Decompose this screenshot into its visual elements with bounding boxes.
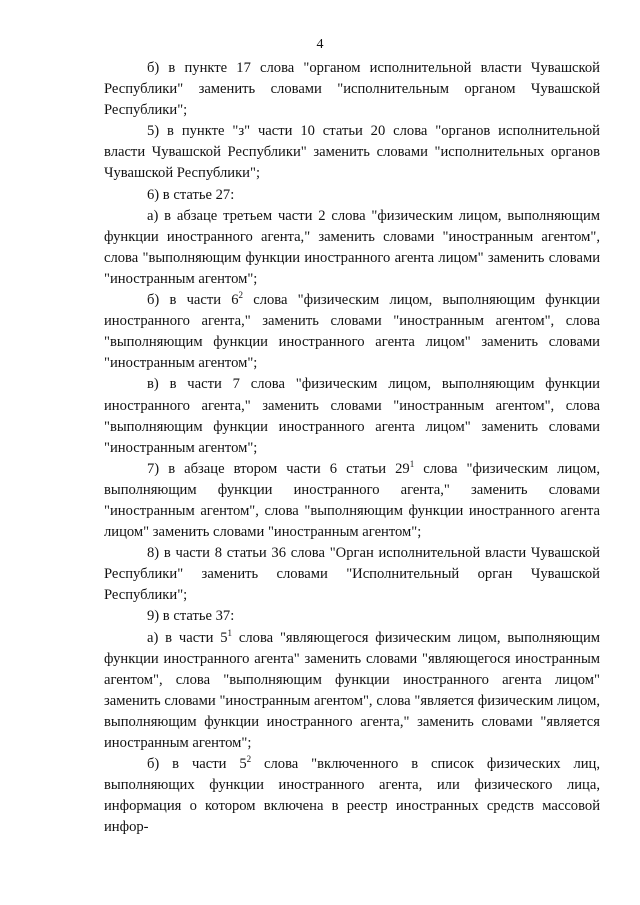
paragraph: 6) в статье 27: xyxy=(147,186,235,203)
paragraph: 9) в статье 37: xyxy=(147,608,235,625)
paragraph: а) в части $5^1$ слова "являющегося физическим лицом, выполняющим функции иностранного агента" заменить словами "являющегося иностранным агентом", слова "выполняющим функции иностранного агента лицом" заменить словами "иностранным агентом", слова "является физическим лицом, выполняющим функции иностранного агента," заменить словами "является иностранным агентом"; xyxy=(104,627,601,751)
superscript: 1 xyxy=(409,458,415,469)
superscript: 1 xyxy=(227,627,233,638)
superscript: 2 xyxy=(238,290,244,301)
paragraph: б) в пункте 17 слова "органом исполнительной власти Чувашской Республики" заменить словами "исполнительным органом Чувашской Республики"; xyxy=(104,60,600,119)
paragraph: б) в части $6^2$ слова "физическим лицом, выполняющим функции иностранного агента," заменить словами "иностранным агентом", слова "выполняющим функции иностранного агента лицом" заменить словами "иностранным агентом"; xyxy=(104,290,600,372)
paragraph: 8) в части 8 статьи 36 слова "Орган исполнительной власти Чувашской Республики" заменить словами "Исполнительный орган Чувашской Республики"; xyxy=(104,545,600,604)
paragraph: 5) в пункте "з" части 10 статьи 20 слова "органов исполнительной власти Чувашской Республики" заменить словами "исполнительных органов Чувашской Республики"; xyxy=(104,123,600,182)
paragraph: 7) в абзаце втором части 6 статьи $29^1$ слова "физическим лицом, выполняющим функции иностранного агента," заменить словами "иностранным агентом", слова "выполняющим функции иностранного агента лицом" заменить словами "иностранным агентом"; xyxy=(104,458,600,541)
paragraph: в) в части 7 слова "физическим лицом, выполняющим функции иностранного агента," заменить словами "иностранным агентом", слова "выполняющим функции иностранного агента лицом" заменить словами "иностранным агентом"; xyxy=(104,376,600,456)
superscript: 2 xyxy=(246,754,252,765)
paragraph: а) в абзаце третьем части 2 слова "физическим лицом, выполняющим функции иностранного агента," заменить словами "иностранным агентом", слова "выполняющим функции иностранного агента лицом" заменить словами "иностранным агентом"; xyxy=(104,207,600,287)
paragraph: б) в части $5^2$ слова "включенного в список физических лиц, выполняющих функции иностранного агента, или физического лица, информация о котором включена в реестр иностранных средств массовой инфор- xyxy=(104,754,600,836)
document-body xyxy=(104,58,600,838)
page-number: 4 xyxy=(316,37,324,52)
